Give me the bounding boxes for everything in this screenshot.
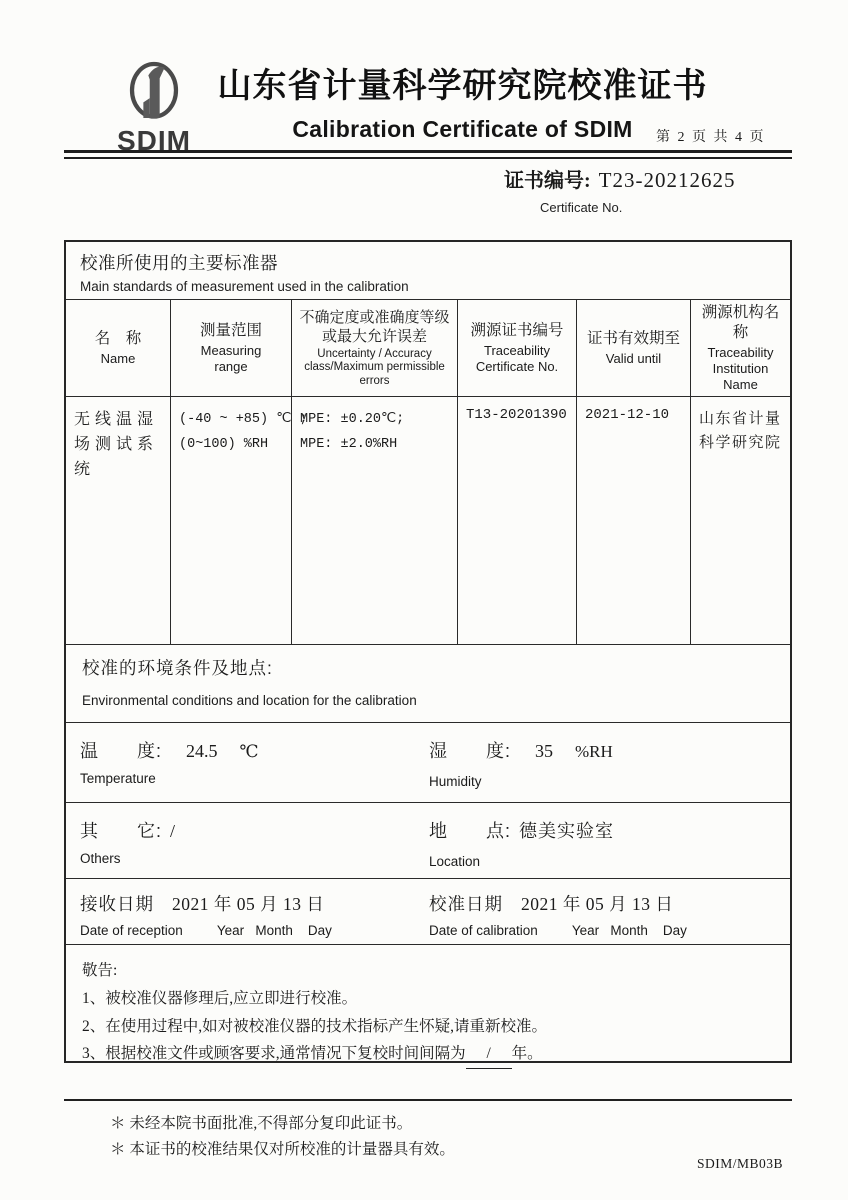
column-header-uncertainty	[292, 300, 458, 396]
column-header-en: Measuring range	[200, 343, 262, 374]
page-title-cn: 山东省计量科学研究院校准证书	[217, 68, 708, 105]
notice-item-3	[82, 1040, 774, 1069]
mpe-line-1: MPE: ±0.20℃;	[300, 412, 405, 427]
dates-row	[66, 879, 790, 945]
standards-column-headers	[66, 300, 790, 397]
column-header-en: Traceability Institution Name	[707, 345, 774, 392]
humidity-field	[415, 723, 790, 802]
column-header-cn: 不确定度或准确度等级或最大允许误差	[299, 308, 450, 345]
column-header-traceability-no	[458, 300, 577, 396]
sdim-logo	[96, 50, 212, 157]
title-block	[210, 58, 715, 143]
temperature-humidity-row	[66, 723, 790, 803]
calibration-date-line	[429, 891, 790, 916]
notice-item-3-prefix: 3、根据校准文件或顾客要求,通常情况下复校时间间隔为	[82, 1045, 466, 1062]
notice-item-3-suffix: 年。	[511, 1045, 543, 1062]
standard-traceability-cert-no: T13-20201390	[458, 397, 577, 644]
standards-title-cn: 校准所使用的主要标准器	[80, 253, 278, 273]
column-header-en: Traceability Certificate No.	[475, 343, 559, 374]
others-value: /	[170, 821, 176, 841]
footer-divider	[64, 1099, 792, 1101]
notice-section	[66, 945, 790, 1082]
column-header-cn: 名 称	[94, 330, 142, 347]
temperature-line	[80, 737, 415, 763]
footer-note-2: ＊ 本证书的校准结果仅对所校准的计量器具有效。	[110, 1141, 455, 1158]
standard-valid-until: 2021-12-10	[577, 397, 691, 644]
notice-item-2: 2、在使用过程中,如对被校准仪器的技术指标产生怀疑,请重新校准。	[82, 1017, 548, 1035]
calibration-date-sub	[429, 923, 790, 938]
calibration-date-label-cn: 校准日期	[429, 894, 503, 914]
others-label-en: Others	[80, 851, 121, 866]
certificate-number-label: 证书编号:	[504, 170, 591, 192]
standard-name: 无线温湿场测试系统	[66, 397, 171, 644]
calibration-date-label-en: Date of calibration	[429, 923, 538, 938]
column-header-valid-until	[577, 300, 691, 396]
environment-title-cn: 校准的环境条件及地点:	[82, 658, 273, 678]
temperature-label-cn: 温 度:	[80, 741, 163, 761]
standards-data-row	[66, 397, 790, 645]
column-header-en: Name	[100, 351, 136, 366]
range-line-2: (0~100) %RH	[179, 437, 269, 452]
reception-date-label-en: Date of reception	[80, 923, 183, 938]
column-header-name	[66, 300, 171, 396]
page-number: 第 2 页 共 4 页	[656, 130, 766, 145]
standard-institution: 山东省计量科学研究院	[699, 411, 782, 451]
footer-note-1: ＊ 未经本院书面批准,不得部分复印此证书。	[110, 1115, 413, 1132]
humidity-label-en: Humidity	[429, 774, 482, 789]
reception-date-units-en: Year Month Day	[216, 923, 332, 938]
certificate-number-sublabel: Certificate No.	[540, 200, 623, 215]
temperature-value: 24.5	[186, 741, 218, 761]
humidity-line	[429, 737, 790, 763]
reception-date-value: 2021 年 05 月 13 日	[172, 894, 325, 914]
calibration-date-value: 2021 年 05 月 13 日	[521, 894, 674, 914]
humidity-value: 35	[535, 741, 554, 761]
certificate-number-value: T23-20212625	[598, 168, 736, 192]
column-header-en: Uncertainty / Accuracy class/Maximum permissible errors	[304, 347, 445, 387]
calibration-table	[64, 240, 792, 1063]
notice-item-3-fill: /	[466, 1040, 512, 1069]
logo-text: SDIM	[117, 125, 191, 156]
others-line	[80, 817, 415, 843]
column-header-range	[171, 300, 292, 396]
standard-measuring-range	[171, 397, 308, 644]
sdim-logo-icon	[115, 50, 193, 132]
location-line	[429, 817, 790, 843]
environment-title-en: Environmental conditions and location for the calibration	[82, 693, 417, 708]
column-header-cn: 溯源证书编号	[470, 322, 564, 339]
notice-title: 敬告:	[82, 962, 118, 979]
temperature-field	[66, 723, 415, 802]
environment-section-header	[66, 645, 790, 723]
reception-date-line	[80, 891, 415, 916]
calibration-date-field	[415, 879, 790, 944]
mpe-line-2: MPE: ±2.0%RH	[300, 437, 398, 452]
temperature-unit: ℃	[239, 742, 259, 761]
column-header-cn: 证书有效期至	[586, 330, 680, 347]
standard-mpe	[292, 397, 458, 644]
others-field	[66, 803, 415, 878]
reception-date-sub	[80, 923, 415, 938]
notice-item-1: 1、被校准仪器修理后,应立即进行校准。	[82, 990, 358, 1007]
footer-notes	[110, 1111, 455, 1163]
location-field	[415, 803, 790, 878]
location-value: 德美实验室	[519, 821, 615, 841]
range-line-1: (-40 ~ +85) ℃ ;	[179, 412, 308, 427]
header-divider	[64, 150, 792, 159]
reception-date-label-cn: 接收日期	[80, 894, 154, 914]
others-label-cn: 其 它:	[80, 821, 163, 841]
certificate-number-line	[504, 164, 736, 193]
location-label-en: Location	[429, 854, 481, 869]
column-header-institution	[691, 300, 790, 396]
humidity-unit: %RH	[575, 742, 613, 761]
column-header-en: Valid until	[605, 351, 662, 366]
form-code: SDIM/MB03B	[697, 1156, 784, 1171]
location-label-cn: 地 点:	[429, 821, 512, 841]
column-header-cn: 溯源机构名称	[701, 304, 780, 341]
certificate-number-block	[504, 164, 736, 215]
others-location-row	[66, 803, 790, 879]
humidity-label-cn: 湿 度:	[429, 741, 512, 761]
standards-title-en: Main standards of measurement used in the calibration	[80, 279, 409, 294]
page-title-en: Calibration Certificate of SDIM	[292, 116, 633, 142]
column-header-cn: 测量范围	[199, 322, 262, 339]
reception-date-field	[66, 879, 415, 944]
temperature-label-en: Temperature	[80, 771, 156, 786]
calibration-date-units-en: Year Month Day	[571, 923, 687, 938]
standards-section-header	[66, 242, 790, 300]
